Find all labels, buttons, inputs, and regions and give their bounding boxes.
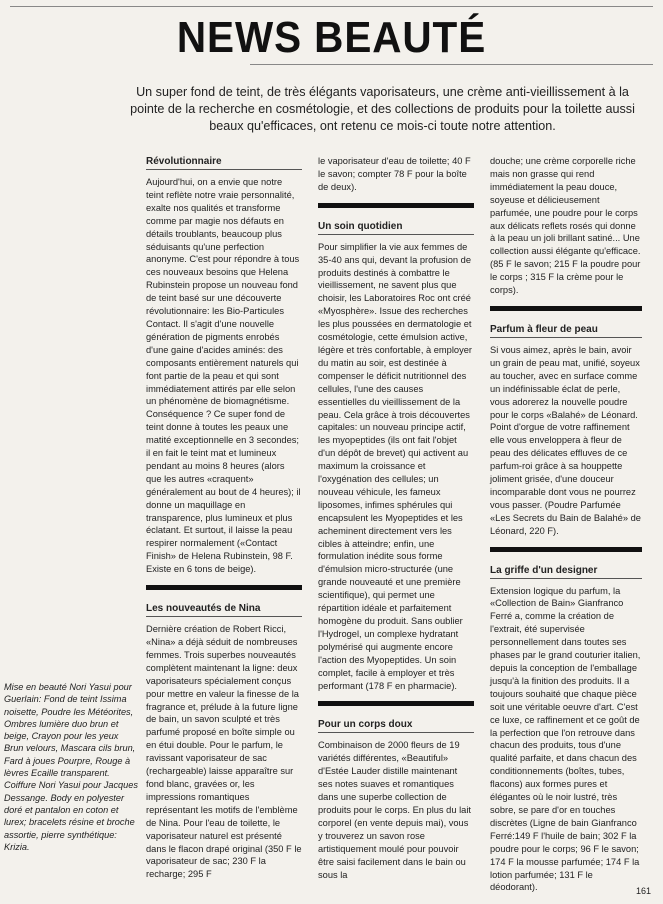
body-revolutionnaire: Aujourd'hui, on a envie que notre teint reflète notre vraie personnalité, exalte nos qualités et transforme comme par magie nos défauts en détails troublants, beaucoup plus séduisants qu'une perfection anonyme. C'est pour répondre à tous ces nouveaux besoins que Helena Rubinstein propose un nouveau fond de teint basé sur une découverte révolutionnaire: les Bio-Particules Contact. Il s'agit d'une nouvelle génération de pigments enrobés d'une gaine d'acides aminés: des composants entièrement naturels qui font partie de la peau et qui sont immédiatement attirés par elle selon un phénomène de biomagnétisme. Conséquence ? Ce super fond de teint donne à toutes les peaux une matité exceptionnelle en 3 secondes; il en fait le teint mat et lumineux pendant au moins 8 heures (alors que les autres «craquent» généralement au bout de 4 heures); il donne un maquillage en transparence, plus lumineux et plus éclatant. Et surtout, il laisse la peau respirer normalement («Contact Finish» de Helena Rubinstein, 98 F. Existe en 6 tons de beige).: [146, 177, 301, 575]
section-divider: [318, 203, 474, 208]
intro-paragraph: Un super fond de teint, de très élégants vaporisateurs, une crème anti-vieillissement à la pointe de la recherche en cosmétologie, et des collections de produits pour la toilette aussi beaux qu'efficaces, ont retenu ce mois-ci toute notre attention.: [130, 85, 635, 133]
section-divider: [318, 701, 474, 706]
page-title: NEWS BEAUTÉ: [176, 13, 487, 62]
section-divider: [146, 585, 302, 590]
column-2: [318, 155, 474, 881]
title-rule: [250, 64, 653, 65]
heading-griffe: La griffe d'un designer: [490, 564, 642, 579]
column-3: [490, 155, 642, 894]
top-rule: [10, 6, 653, 7]
photo-caption: Mise en beauté Nori Yasui pour Guerlain: Fond de teint Issima noisette, Poudre les Météorites, Ombres lumière duo brun et beige, Crayon pour les yeux Brun velours, Mascara cils brun, Fard à joues Pourpre, Rouge à lèvres Ecaille transparent. Coiffure Nori Yasui pour Jacques Dessange. Body en polyester doré et pantalon en coton et lurex; bracelets résine et broche assortie, pierre synthétique: Krizia.: [4, 682, 138, 852]
heading-soin: Un soin quotidien: [318, 220, 474, 235]
section-divider: [490, 306, 642, 311]
body-parfum: Si vous aimez, après le bain, avoir un grain de peau mat, unifié, soyeux au toucher, avec en surface comme un indéfinissable éclat de perle, vous adorerez la nouvelle poudre pour le corps «Balahé» de Léonard. Point d'orgue de votre raffinement elle vous enveloppera à fleur de peau des délicates effluves de ce parfum-roi grâce à sa houppette joliment grisée, d'une douceur incomparable dont vous ne pourrez vous passer. (Poudre Parfumée «Les Secrets du Bain de Balahé» de Léonard, 220 F).: [490, 344, 641, 536]
heading-revolutionnaire: Révolutionnaire: [146, 155, 302, 170]
body-soin: Pour simplifier la vie aux femmes de 35-40 ans qui, devant la profusion de produits destinés à combattre le vieillissement, ne savent plus que choisir, les Laboratoires Roc ont créé «Myosphère». Issue des recherches les plus poussées en dermatologie et cosmétologie, cette émulsion active, légère et très confortable, à employer du matin au soir, est destinée à compenser le déficit nutritionnel des cellules, l'une des causes essentielles du vieillissement de la peau. Cela grâce à trois découvertes capitales: un nouveau principe actif, les myopeptides (ils ont fait l'objet d'un dépôt de brevet) qui activent au maximum la croissance et l'oxygénation des cellules; un nouveau véhicule, les fameux liposomes, infimes sphérules qui encapsulent les Myopeptides et les acheminent directement vers les cibles à atteindre; enfin, une formulation inédite sous forme d'émulsion micro-structurée (une grande nouveauté et une première scientifique), qui permet une répartition idéale et parfaitement homogène du produit. Sans oublier l'Hydrogel, un complexe hydratant polymérisé qui augmente encore l'action des Myopeptides. Un soin complet, facile à employer et très performant (178 F en pharmacie).: [318, 241, 472, 691]
body-corps-continued: douche; une crème corporelle riche mais non grasse qui rend immédiatement la peau douce, soyeuse et délicieusement parfumée, une poudre pour le corps aux délicats reflets rosés qui donne à la peau un joli brillant satiné... Une collection aussi élégante qu'efficace. (85 F le savon; 215 F la poudre pour le corps ; 315 F la crème pour le corps).: [490, 156, 641, 296]
body-corps: Combinaison de 2000 fleurs de 19 variétés différentes, «Beautiful» d'Estée Lauder distille maintenant ses notes suaves et romantiques dans une superbe collection de produits pour le corps. En plus du lait corporel (en vente depuis mai), vous y trouverez un savon rose artistiquement moulé pour pouvoir être saisi facilement dans le bain ou sous la: [318, 740, 471, 880]
body-nina: Dernière création de Robert Ricci, «Nina» a déjà séduit de nombreuses femmes. Trois superbes nouveautés complètent maintenant la ligne: deux vaporisateurs spécialement conçus pour mettre en valeur la finesse de la fragrance et, prélude à la future ligne de bain, un savon sculpté et très parfumé proposé en boîte simple ou en étui double. Pour le parfum, le ravissant vaporisateur de sac (rechargeable) laisse apparaître sur fond blanc, gravées or, les impressions romantiques représentant les motifs de l'emblème de Nina. Pour l'eau de toilette, le vaporisateur naturel est présenté dans le flacon drapé original (350 F le vaporisateur de sac; 230 F la recharge; 295 F: [146, 624, 302, 880]
body-nina-continued: le vaporisateur d'eau de toilette; 40 F le savon; compter 78 F pour la boîte de deux).: [318, 156, 471, 192]
body-griffe: Extension logique du parfum, la «Collection de Bain» Gianfranco Ferré a, comme la création de l'extrait, été supervisée personnellement dans toutes ses phases par le grand couturier italien, depuis la conception de l'emballage jusqu'à la finition des produits. Il a toujours souhaité que chaque pièce soit une véritable oeuvre d'art. C'est ce luxe, ce raffinement et ce goût de la perfection que l'on retrouve dans chacun des produits, tous d'une qualité parfaite, et dans chacun des conditionnements (boîtes, tubes, flacons) aux formes pures et élégantes où le noir lustré, très sobre, se pare d'or en touches discrètes (Ligne de bain Gianfranco Ferré:149 F l'huile de bain; 302 F la poudre pour le corps; 96 F le savon; 174 F la mousse parfumée; 174 F la lotion parfumée; 131 F le déodorant).: [490, 585, 641, 893]
heading-corps: Pour un corps doux: [318, 718, 474, 733]
page-number: 161: [635, 886, 651, 896]
heading-parfum: Parfum à fleur de peau: [490, 323, 642, 338]
section-divider: [490, 547, 642, 552]
heading-nina: Les nouveautés de Nina: [146, 602, 302, 617]
column-1: [146, 155, 302, 881]
